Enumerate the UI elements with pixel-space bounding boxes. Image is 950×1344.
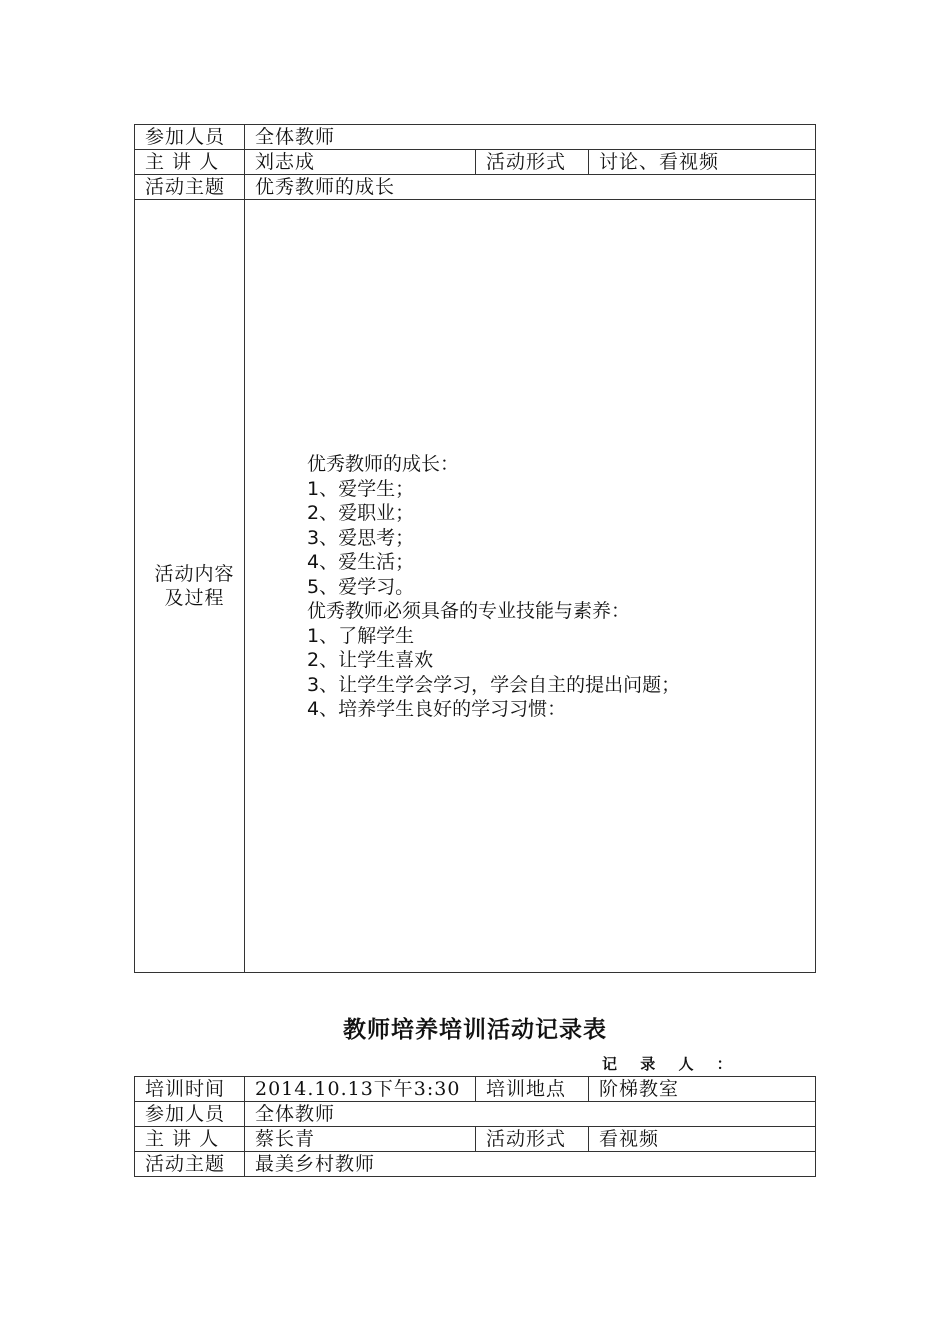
content-line: 3、爱思考； [307,526,415,549]
form-label: 活动形式 [476,1127,589,1152]
speaker-value: 刘志成 [245,150,476,175]
record-table-2 [134,1076,816,1177]
speaker-row [135,150,816,175]
content-lines [255,450,815,722]
theme-row [135,175,816,200]
location-label: 培训地点 [476,1077,589,1102]
theme-row [135,1152,816,1177]
content-line: 5、爱学习。 [307,575,415,598]
process-content [245,200,816,973]
theme-value: 最美乡村教师 [245,1152,816,1177]
location-value: 阶梯教室 [589,1077,816,1102]
time-value: 2014.10.13下午3:30 [245,1077,476,1102]
time-label: 培训时间 [135,1077,245,1102]
participants-value: 全体教师 [245,125,816,150]
content-line: 优秀教师的成长： [307,453,460,476]
participants-label: 参加人员 [135,125,245,150]
speaker-value: 蔡长青 [245,1127,476,1152]
content-line: 3、让学生学会学习，学会自主的提出问题； [307,673,681,696]
process-label: 活动内容及过程 [135,200,245,973]
content-line: 2、爱职业； [307,502,415,525]
participants-label: 参加人员 [135,1102,245,1127]
content-line: 4、爱生活； [307,551,415,574]
speaker-label: 主 讲 人 [135,1127,245,1152]
time-row [135,1077,816,1102]
theme-value: 优秀教师的成长 [245,175,816,200]
form-label: 活动形式 [476,150,589,175]
content-line: 1、爱学生； [307,477,415,500]
content-line: 2、让学生喜欢 [307,649,434,672]
recorder-label: 记 录 人 ： [602,1055,741,1073]
theme-label: 活动主题 [135,1152,245,1177]
content-line: 优秀教师必须具备的专业技能与素养： [307,600,631,623]
content-line: 4、培养学生良好的学习习惯： [307,698,567,721]
document-title: 教师培养培训活动记录表 [343,1016,607,1043]
content-line: 1、了解学生 [307,624,415,647]
participants-row [135,1102,816,1127]
form-value: 讨论、看视频 [589,150,816,175]
process-row [135,200,816,973]
speaker-row [135,1127,816,1152]
form-value: 看视频 [589,1127,816,1152]
theme-label: 活动主题 [135,175,245,200]
participants-value: 全体教师 [245,1102,816,1127]
speaker-label: 主 讲 人 [135,150,245,175]
record-table-1 [134,124,816,973]
participants-row [135,125,816,150]
